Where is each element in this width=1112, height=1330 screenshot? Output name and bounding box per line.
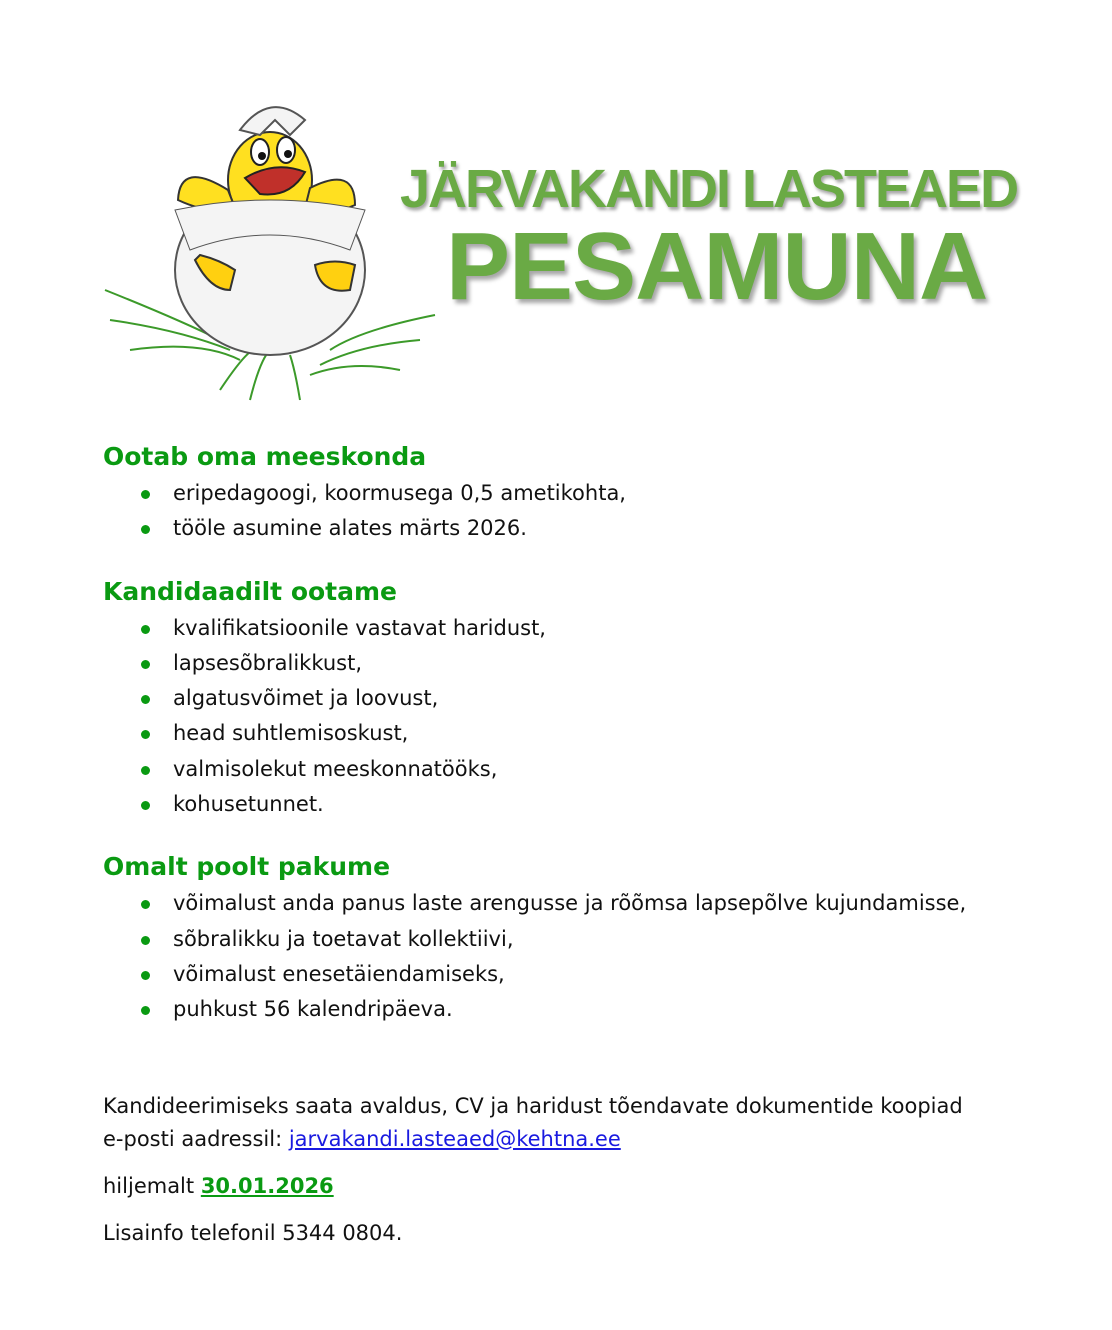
phone-info: Lisainfo telefonil 5344 0804. [103, 1220, 403, 1245]
application-instructions: Kandideerimiseks saata avaldus, CV ja haridust tõendavate dokumentide koopiad [103, 1093, 963, 1118]
bullet-icon [141, 695, 150, 704]
section-heading: Ootab oma meeskonda [103, 442, 427, 471]
bullet-icon [141, 936, 150, 945]
list-item: kvalifikatsioonile vastavat haridust, [103, 611, 1063, 646]
logo-title-line2: PESAMUNA [446, 213, 988, 320]
list-item: lapsesõbralikkust, [103, 646, 1063, 681]
list-item: kohusetunnet. [103, 787, 1063, 822]
list-item: võimalust anda panus laste arengusse ja rõõmsa lapsepõlve kujundamisse, [103, 886, 1063, 921]
bullet-icon [141, 525, 150, 534]
bullet-icon [141, 730, 150, 739]
section-heading: Kandidaadilt ootame [103, 576, 398, 606]
contact-info: Kandideerimiseks saata avaldus, CV ja haridust tõendavate dokumentide koopiad e-posti aadressil: jarvakandi.lasteaed@kehtna.ee hiljemalt 30.01.2026 Lisainfo telefonil 5344 0804. [103, 1090, 1063, 1250]
job-ad-content [103, 438, 1063, 1250]
list-item: head suhtlemisoskust, [103, 716, 1063, 751]
bullet-icon [141, 490, 150, 499]
bullet-icon [141, 1006, 150, 1015]
section-heading: Omalt poolt pakume [103, 852, 391, 882]
section-offer [103, 848, 1063, 1027]
bullet-icon [141, 801, 150, 810]
list-item: valmisolekut meeskonnatööks, [103, 752, 1063, 787]
bullet-icon [141, 660, 150, 669]
list-item: sõbralikku ja toetavat kollektiivi, [103, 922, 1063, 957]
list-item: võimalust enesetäiendamiseks, [103, 957, 1063, 992]
section-requirements [103, 573, 1063, 823]
list-item: eripedagoogi, koormusega 0,5 ametikohta, [103, 476, 1063, 511]
deadline-date: 30.01.2026 [200, 1173, 334, 1198]
bullet-icon [141, 900, 150, 909]
list-item: puhkust 56 kalendripäeva. [103, 992, 1063, 1027]
logo-title-line1: JÄRVAKANDI LASTEAED [400, 159, 1018, 219]
duckling-egg-logo-icon [100, 90, 440, 410]
section-team [103, 438, 1063, 547]
list-item: tööle asumine alates märts 2026. [103, 511, 1063, 546]
bullet-icon [141, 971, 150, 980]
list-item: algatusvõimet ja loovust, [103, 681, 1063, 716]
bullet-icon [141, 625, 150, 634]
bullet-icon [141, 766, 150, 775]
email-link[interactable]: jarvakandi.lasteaed@kehtna.ee [288, 1126, 621, 1151]
